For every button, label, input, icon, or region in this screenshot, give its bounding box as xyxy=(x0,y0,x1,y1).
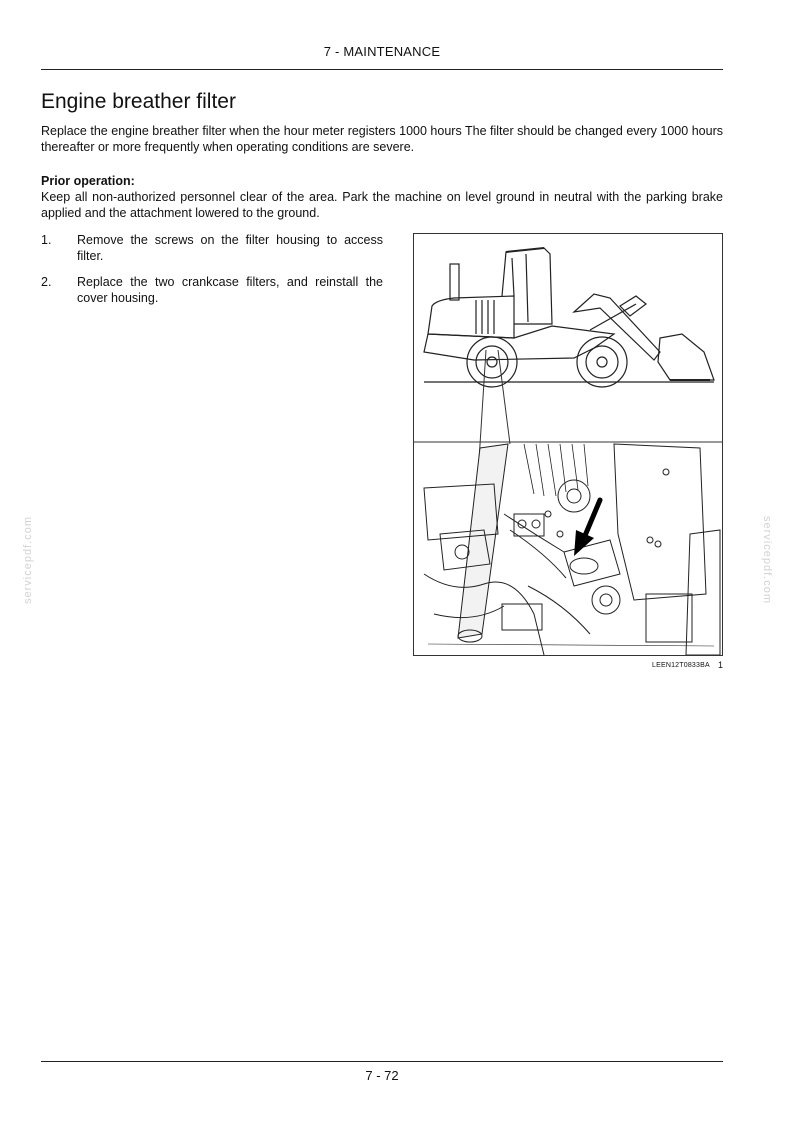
footer-rule xyxy=(41,1061,723,1062)
step-number: 1. xyxy=(41,233,52,247)
header-rule xyxy=(41,69,723,70)
prior-operation-text: Keep all non-authorized personnel clear of the area. Park the machine on level ground in neutral with the parking brake applied and the attachment lowered to the ground. xyxy=(41,190,723,220)
figure-code: LEEN12T0833BA xyxy=(652,662,710,669)
watermark-right: servicepdf.com xyxy=(761,516,773,604)
prior-operation-heading: Prior operation: xyxy=(41,174,135,188)
wheel-loader-illustration xyxy=(424,248,714,387)
procedure-steps xyxy=(41,232,383,316)
step-item xyxy=(41,232,383,264)
watermark-left: servicepdf.com xyxy=(22,516,34,604)
down-left-arrow-icon xyxy=(574,500,600,556)
header-section-title: 7 - MAINTENANCE xyxy=(323,44,441,59)
step-text: Replace the two crankcase filters, and reinstall the cover housing. xyxy=(77,275,383,305)
page-number: 7 - 72 xyxy=(365,1068,399,1083)
figure-frame xyxy=(413,233,723,656)
page-title: Engine breather filter xyxy=(41,90,236,113)
intro-paragraph: Replace the engine breather filter when the hour meter registers 1000 hours The filter should be changed every 1000 hours thereafter or more frequently when operating conditions are severe. xyxy=(41,124,723,154)
step-item xyxy=(41,274,383,306)
step-number: 2. xyxy=(41,275,52,289)
engine-detail-illustration xyxy=(424,444,720,655)
step-text: Remove the screws on the filter housing to access filter. xyxy=(77,233,383,263)
figure-number: 1 xyxy=(718,660,724,670)
